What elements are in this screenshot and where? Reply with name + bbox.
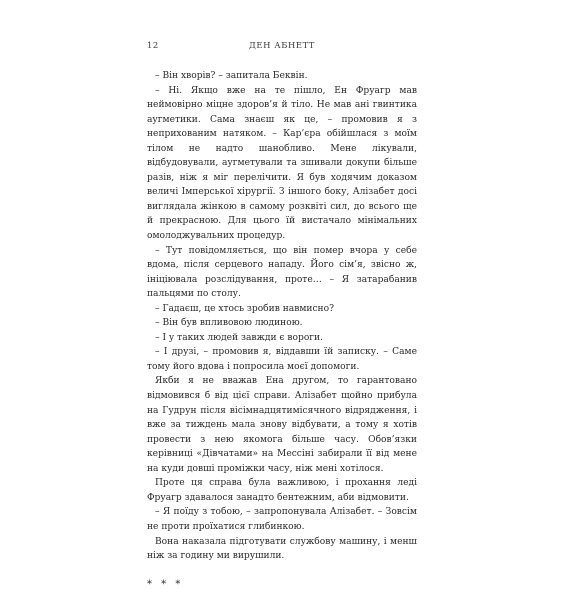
paragraph: – Гадаєш, це хтось зробив навмисно? [155,303,334,314]
page-header [147,40,417,52]
body-text [147,69,417,592]
paragraph: Вона наказала підготувати службову машину, і менш ніж за годину ми вирушили. [147,536,417,562]
paragraph: – Він хворів? – запитала Беквін. [155,71,308,81]
paragraph: Якби я не вважав Ена другом, то гарантовано відмовився б від цієї справи. Алізабет щойно прибула на Гудрун після вісімнадцятимісячного відрядження, і вже за тиждень мала знову відбувати, а тому я хотів провести з нею якомога більше часу. Обов’язки керівниці «Дівчатами» на Мессіні забирали її від мене на куди довші проміжки часу, ніж мені хотілося. [147,376,417,474]
paragraph: – Тут повідомляється, що він помер вчора у себе вдома, після серцевого нападу. Його сім’я, звісно ж, ініціювала розслідування, проте… – Я затарабанив пальцями по столу. [147,245,417,300]
paragraph: – Я поїду з тобою, – запропонувала Алізабет. – Зовсім не проти проїхатися глибинкою. [147,507,417,532]
running-head: ДЕН АБНЕТТ [249,40,315,50]
page-number: 12 [147,40,159,50]
paragraph: – І друзі, – промовив я, віддавши їй записку. – Саме тому його вдова і попросила моєї допомоги. [147,347,417,372]
paragraph: – Ні. Якщо вже на те пішло, Ен Фруагр мав неймовірно міцне здоров’я й тіло. Не мав ані гвинтика аугметики. Сама знаєш як це, – промовив я з неприхованим натяком. – Кар’єра обійшлася з моїм тілом не надто шанобливо. Мене лікували, відбудовували, аугметували та зшивали докупи більше разів, ніж я міг перелічити. Я був ходячим доказом величі Імперської хірургії. З іншого боку, Алізабет досі виглядала жінкою в самому розквіті сил, до всього ще й прекрасною. Для цього їй вистачало мінімальних омолоджувальних процедур. [147,85,417,242]
paragraph: – І у таких людей завжди є вороги. [155,332,324,343]
paragraph: – Він був впливовою людиною. [155,318,303,329]
section-break: * * * [147,578,184,590]
paragraph: Проте ця справа була важливою, і прохання леді Фруагр здавалося занадто бентежним, аби відмовити. [147,478,417,503]
